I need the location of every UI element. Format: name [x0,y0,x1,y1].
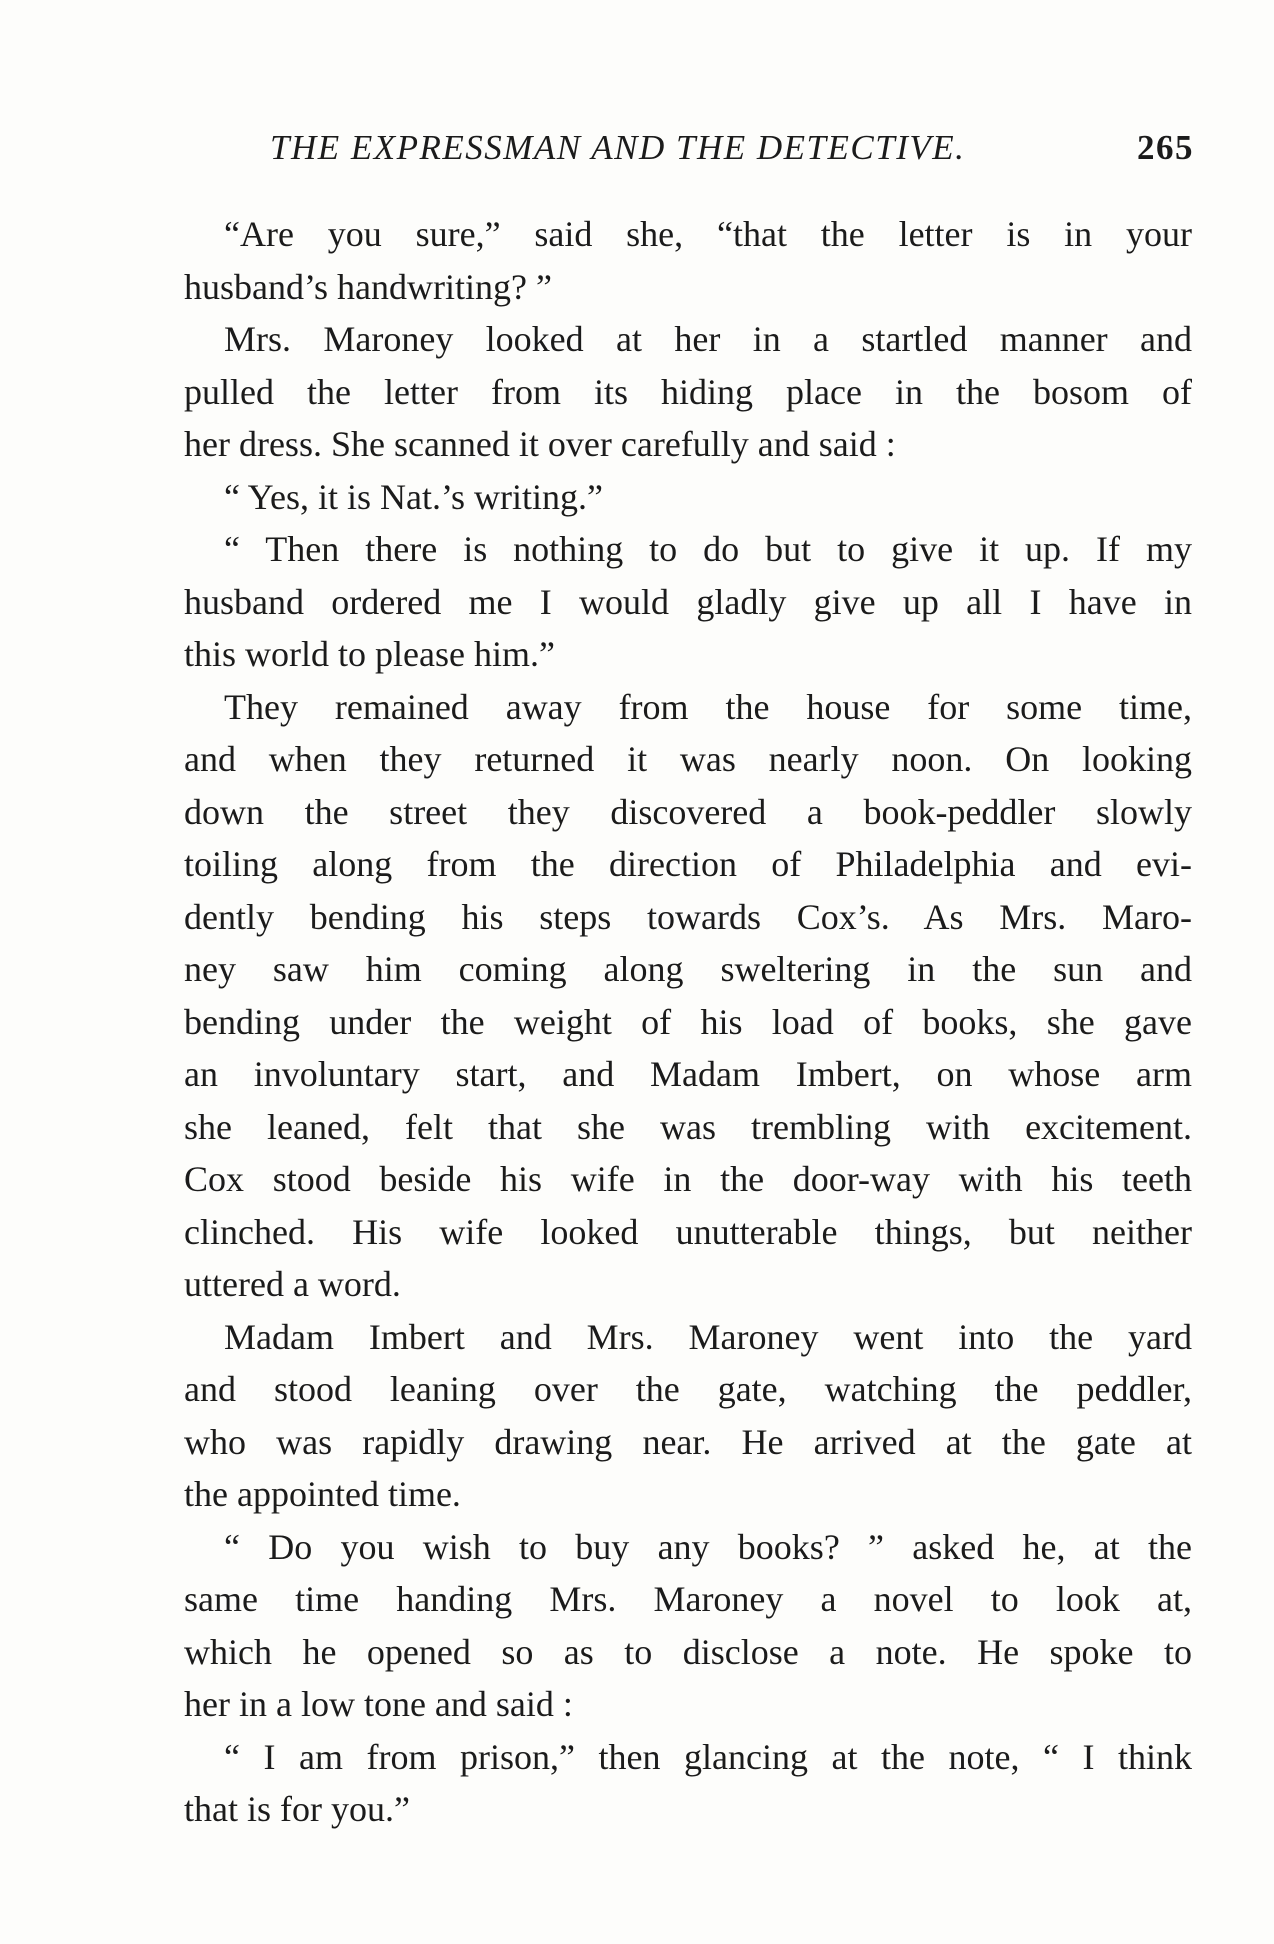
body-text [184,208,1192,1836]
running-title: THE EXPRESSMAN AND THE DETECTIVE. [270,128,966,167]
text-line: “Are you sure,” said she, “that the letter is in your [224,214,1192,254]
text-line: ney saw him coming along sweltering in the sun and [184,949,1192,989]
text-line: “ Do you wish to buy any books? ” asked he, at the [224,1526,1192,1567]
text-line: Madam Imbert and Mrs. Maroney went into the yard [224,1316,1192,1357]
text-line: dently bending his steps towards Cox’s. As Mrs. Maro- [184,896,1192,937]
text-line: her dress. She scanned it over carefully and said : [184,424,896,464]
page-number: 265 [1137,128,1194,167]
text-line: Mrs. Maroney looked at her in a startled manner and [224,319,1192,359]
text-line: this world to please him.” [184,634,555,674]
text-line: she leaned, felt that she was trembling with excitement. [184,1106,1192,1147]
text-line: husband’s handwriting? ” [184,266,552,307]
text-line: They remained away from the house for some time, [224,686,1192,727]
text-line: the appointed time. [184,1474,461,1514]
text-line: and when they returned it was nearly noon. On looking [184,739,1192,779]
text-line: same time handing Mrs. Maroney a novel to look at, [184,1579,1192,1619]
text-line: pulled the letter from its hiding place in the bosom of [184,371,1192,412]
text-line: husband ordered me I would gladly give up all I have in [184,581,1192,622]
text-line: down the street they discovered a book-peddler slowly [184,791,1192,832]
text-line: clinched. His wife looked unutterable things, but neither [184,1211,1192,1252]
text-line: “ Yes, it is Nat.’s writing.” [224,476,604,517]
running-head [186,128,1194,178]
text-line: bending under the weight of his load of books, she gave [184,1001,1192,1042]
text-line: “ I am from prison,” then glancing at the note, “ I think [224,1736,1192,1777]
text-line: which he opened so as to disclose a note. He spoke to [184,1631,1192,1672]
text-line: uttered a word. [184,1264,401,1304]
text-line: her in a low tone and said : [184,1684,573,1724]
text-line: and stood leaning over the gate, watching the peddler, [184,1369,1192,1409]
text-line: that is for you.” [184,1789,410,1829]
text-line: “ Then there is nothing to do but to give it up. If my [224,529,1192,569]
text-line: an involuntary start, and Madam Imbert, on whose arm [184,1054,1192,1094]
text-line: Cox stood beside his wife in the door-way with his teeth [184,1159,1192,1199]
text-line: toiling along from the direction of Philadelphia and evi- [184,844,1192,884]
text-line: who was rapidly drawing near. He arrived at the gate at [184,1421,1192,1462]
